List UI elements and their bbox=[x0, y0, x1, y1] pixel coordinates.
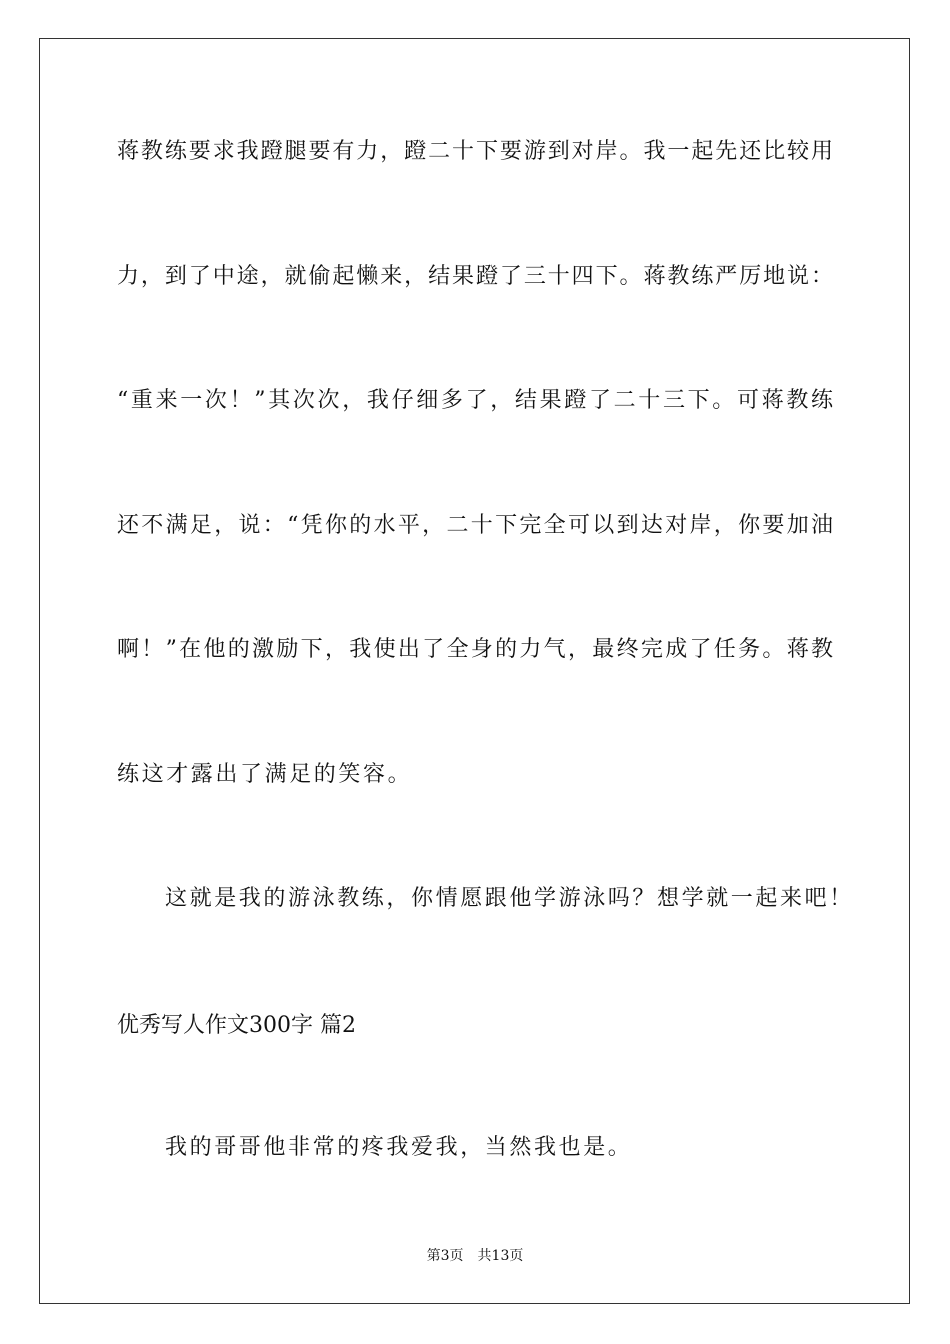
page-border bbox=[39, 38, 910, 1304]
paragraph-line-4: 还不满足，说：“凭你的水平，二十下完全可以到达对岸，你要加油 bbox=[117, 513, 833, 538]
paragraph-line-3: “重来一次！”其次次，我仔细多了，结果蹬了二十三下。可蒋教练 bbox=[117, 388, 833, 413]
paragraph-line-1: 蒋教练要求我蹬腿要有力，蹬二十下要游到对岸。我一起先还比较用 bbox=[117, 139, 833, 164]
paragraph-line-2: 力，到了中途，就偷起懒来，结果蹬了三十四下。蒋教练严厉地说： bbox=[117, 264, 833, 289]
footer-current-page: 第3页 bbox=[426, 1248, 464, 1264]
paragraph-closing-line: 这就是我的游泳教练，你情愿跟他学游泳吗？想学就一起来吧！ bbox=[165, 886, 854, 911]
paragraph-line-5: 啊！”在他的激励下，我使出了全身的力气，最终完成了任务。蒋教 bbox=[117, 637, 833, 662]
section-first-paragraph: 我的哥哥他非常的疼我爱我，当然我也是。 bbox=[165, 1135, 633, 1160]
section-heading: 优秀写人作文300字 篇2 bbox=[117, 1013, 356, 1038]
page-footer bbox=[0, 1247, 950, 1265]
paragraph-line-6: 练这才露出了满足的笑容。 bbox=[117, 762, 413, 787]
footer-total-pages: 共13页 bbox=[477, 1248, 524, 1264]
